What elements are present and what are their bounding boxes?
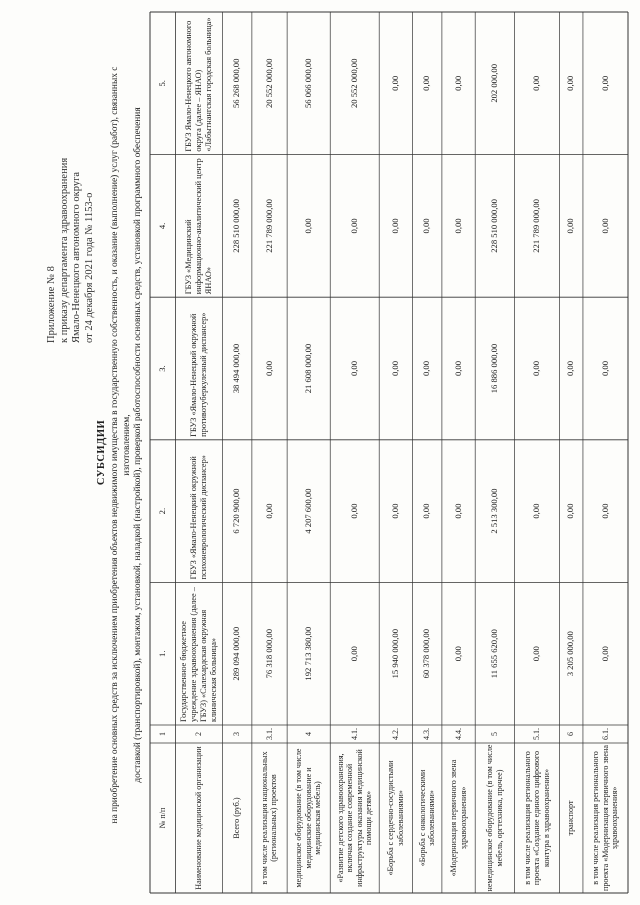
value-cell xyxy=(287,297,330,440)
value-cell-text: 0,00 xyxy=(263,361,274,377)
value-cell xyxy=(442,12,475,155)
value-cell-text: 0,00 xyxy=(348,646,359,662)
header-org xyxy=(175,743,222,893)
value-cell xyxy=(475,297,514,440)
header-project-primary xyxy=(442,743,475,893)
value-cell-text: 2 513 300,00 xyxy=(488,488,499,534)
column-number xyxy=(287,725,330,743)
row-number-text: 5. xyxy=(156,80,167,87)
value-cell xyxy=(583,12,628,155)
org-name-cell xyxy=(175,12,222,155)
header-med-equip-text: медицинское оборудование (в том числе медицинские оборудование и медицинская мебель) xyxy=(294,748,323,888)
header-transport-text: транспорт xyxy=(566,800,576,836)
value-cell xyxy=(475,12,514,155)
column-number-text: 3.1. xyxy=(264,728,274,740)
column-number xyxy=(175,725,222,743)
value-cell-text: 0,00 xyxy=(452,503,463,519)
value-cell xyxy=(475,155,514,298)
header-project-child xyxy=(330,743,379,893)
org-name-cell xyxy=(175,297,222,440)
appendix-line: к приказу департамента здравоохранения xyxy=(58,157,70,343)
column-number-text: 4.4. xyxy=(453,728,463,740)
column-number-text: 3 xyxy=(232,732,242,736)
row-number xyxy=(150,582,175,725)
value-cell-text: 0,00 xyxy=(263,503,274,519)
value-cell xyxy=(252,297,287,440)
value-cell xyxy=(514,582,559,725)
value-cell-text: 0,00 xyxy=(390,503,401,519)
value-cell-text: 228 510 000,00 xyxy=(231,199,242,253)
value-cell-text: 0,00 xyxy=(390,361,401,377)
subtitle-line: на приобретение основных средств за исключением приобретения объектов недвижимого имущества в государственную собственность, и оказание (выполнение) услуг (работ), связанных с изготовлением, xyxy=(110,66,132,824)
value-cell xyxy=(442,440,475,583)
value-cell xyxy=(475,440,514,583)
value-cell-text: 0,00 xyxy=(531,75,542,91)
value-cell-text: 0,00 xyxy=(531,361,542,377)
value-cell-text: 0,00 xyxy=(599,75,610,91)
org-name-cell-text: Государственное бюджетное учреждение здравоохранения (далее – ГБУЗ) «Салехардская окружная клиническая больница» xyxy=(179,587,218,722)
value-cell-text: 202 000,00 xyxy=(488,63,499,103)
header-total-natl-text: в том числе реализация национальных (региональных) проектов xyxy=(259,751,279,885)
column-number-text: 4.2. xyxy=(391,728,401,740)
value-cell xyxy=(252,12,287,155)
org-name-cell-text: ГБУЗ Ямало-Ненецкого автономного округа (далее – ЯНАО) «Лабытнангская городская больница» xyxy=(184,17,213,152)
appendix-line: от 24 декабря 2021 года № 1153-о xyxy=(83,192,95,343)
value-cell-text: 0,00 xyxy=(390,218,401,234)
value-cell xyxy=(559,582,583,725)
value-cell xyxy=(252,582,287,725)
subtitle-line: доставкой (транспортировкой), монтажом, установкой, наладкой (настройкой), проверкой работоспособности основных средств, установкой программного обеспечения xyxy=(133,107,143,783)
header-project-onco xyxy=(413,743,442,893)
header-transport-primary-text: в том числе реализация регионального проекта «Модернизация первичного звена здравоохранения» xyxy=(591,745,620,891)
value-cell-text: 0,00 xyxy=(452,361,463,377)
row-number-text: 4. xyxy=(156,222,167,230)
value-cell xyxy=(583,440,628,583)
column-number-text: 4.3. xyxy=(422,728,432,740)
header-total-text: Всего (руб.) xyxy=(232,797,242,839)
header-project-cardio xyxy=(379,743,412,893)
value-cell xyxy=(413,155,442,298)
value-cell xyxy=(514,297,559,440)
value-cell-text: 0,00 xyxy=(302,218,313,234)
value-cell-text: 11 655 620,00 xyxy=(488,629,499,679)
header-project-cardio-text: «Борьба с сердечно-сосудистыми заболеваниями» xyxy=(386,760,405,876)
org-name-cell xyxy=(175,440,222,583)
column-number xyxy=(252,725,287,743)
column-number xyxy=(330,725,379,743)
value-cell xyxy=(442,582,475,725)
header-transport-primary xyxy=(583,743,628,893)
value-cell-text: 21 608 000,00 xyxy=(302,343,313,394)
value-cell-text: 289 094 000,00 xyxy=(231,626,242,681)
column-number xyxy=(475,725,514,743)
org-name-cell-text: ГБУЗ «Медицинский информационно-аналитический центр ЯНАО» xyxy=(184,158,213,295)
value-cell xyxy=(475,582,514,725)
value-cell xyxy=(330,12,379,155)
value-cell xyxy=(559,297,583,440)
value-cell-text: 0,00 xyxy=(348,503,359,519)
value-cell-text: 0,00 xyxy=(531,646,542,662)
column-number xyxy=(222,725,251,743)
value-cell-text: 221 789 000,00 xyxy=(531,199,542,253)
value-cell xyxy=(379,582,412,725)
value-cell xyxy=(514,155,559,298)
row-number xyxy=(150,155,175,298)
value-cell xyxy=(514,440,559,583)
column-number-text: 6 xyxy=(566,732,576,736)
column-number xyxy=(442,725,475,743)
value-cell xyxy=(379,155,412,298)
value-cell xyxy=(413,297,442,440)
value-cell xyxy=(413,12,442,155)
value-cell xyxy=(330,440,379,583)
value-cell xyxy=(559,12,583,155)
row-number-text: 3. xyxy=(156,365,167,372)
value-cell xyxy=(379,440,412,583)
row-number xyxy=(150,297,175,440)
value-cell-text: 0,00 xyxy=(599,503,610,519)
column-number-text: 4.1. xyxy=(349,728,359,740)
value-cell xyxy=(252,440,287,583)
column-number xyxy=(559,725,583,743)
value-cell-text: 56 066 000,00 xyxy=(302,58,313,109)
value-cell xyxy=(442,297,475,440)
value-cell-text: 0,00 xyxy=(421,75,432,91)
header-total-natl xyxy=(252,743,287,893)
header-project-onco-text: «Борьба с онкологическими заболеваниями» xyxy=(417,769,437,867)
value-cell-text: 221 789 000,00 xyxy=(263,199,274,253)
value-cell xyxy=(222,155,251,298)
value-cell xyxy=(287,440,330,583)
row-number-text: 1. xyxy=(156,650,167,657)
value-cell xyxy=(379,297,412,440)
column-number xyxy=(379,725,412,743)
value-cell-text: 192 713 380,00 xyxy=(302,626,313,681)
value-cell xyxy=(330,582,379,725)
header-total xyxy=(222,743,251,893)
header-med-equip xyxy=(287,743,330,893)
value-cell xyxy=(222,582,251,725)
value-cell-text: 16 886 000,00 xyxy=(488,343,499,394)
header-project-primary-text: «Модернизация первичного звена здравоохранения» xyxy=(448,759,468,877)
org-name-cell-text: ГБУЗ «Ямало-Ненецкий окружной противотуберкулезный диспансер» xyxy=(189,312,208,437)
value-cell-text: 0,00 xyxy=(452,75,463,91)
value-cell-text: 0,00 xyxy=(565,503,576,519)
value-cell xyxy=(287,582,330,725)
document-title: СУБСИДИИ xyxy=(96,419,107,486)
value-cell xyxy=(330,297,379,440)
value-cell-text: 15 940 000,00 xyxy=(390,629,401,679)
value-cell xyxy=(252,155,287,298)
value-cell-text: 0,00 xyxy=(452,646,463,662)
appendix-line: Приложение № 8 xyxy=(46,266,57,343)
value-cell-text: 6 720 900,00 xyxy=(231,488,242,534)
value-cell-text: 60 378 000,00 xyxy=(421,629,432,679)
header-digital-circuit-text: в том числе реализация регионального проекта «Создание единого цифрового контура в здравоохранении» xyxy=(522,750,551,886)
column-number xyxy=(150,725,175,743)
value-cell-text: 0,00 xyxy=(599,361,610,377)
value-cell-text: 0,00 xyxy=(452,218,463,234)
row-number xyxy=(150,12,175,155)
column-number xyxy=(583,725,628,743)
header-digital-circuit xyxy=(514,743,559,893)
value-cell xyxy=(559,155,583,298)
value-cell xyxy=(222,297,251,440)
value-cell-text: 0,00 xyxy=(599,646,610,662)
column-number xyxy=(413,725,442,743)
value-cell xyxy=(287,155,330,298)
value-cell xyxy=(413,582,442,725)
value-cell xyxy=(583,297,628,440)
column-number-text: 4 xyxy=(303,732,313,736)
header-transport xyxy=(559,743,583,893)
header-num-label-text: № п/п xyxy=(157,807,167,829)
value-cell-text: 20 552 000,00 xyxy=(348,58,359,109)
value-cell xyxy=(222,12,251,155)
column-number-text: 2 xyxy=(194,732,204,736)
value-cell xyxy=(413,440,442,583)
value-cell xyxy=(222,440,251,583)
value-cell-text: 0,00 xyxy=(348,218,359,234)
org-name-cell xyxy=(175,582,222,725)
value-cell-text: 0,00 xyxy=(565,361,576,377)
value-cell xyxy=(583,155,628,298)
column-number-text: 1 xyxy=(157,732,167,736)
value-cell xyxy=(330,155,379,298)
value-cell-text: 0,00 xyxy=(565,75,576,91)
column-number-text: 6.1. xyxy=(600,728,610,740)
header-num-label xyxy=(150,743,175,893)
value-cell-text: 0,00 xyxy=(599,218,610,234)
value-cell-text: 4 207 600,00 xyxy=(302,488,313,534)
value-cell xyxy=(559,440,583,583)
value-cell xyxy=(442,155,475,298)
value-cell-text: 3 205 000,00 xyxy=(565,631,576,677)
value-cell-text: 56 268 000,00 xyxy=(231,58,242,109)
value-cell-text: 228 510 000,00 xyxy=(488,199,499,253)
header-non-medical-text: немедицинское оборудование (в том числе мебель, оргтехника, прочее) xyxy=(485,744,504,892)
org-name-cell-text: ГБУЗ «Ямало-Ненецкий окружной психоневрологический диспансер» xyxy=(189,455,208,580)
value-cell-text: 0,00 xyxy=(348,361,359,377)
value-cell-text: 38 494 000,00 xyxy=(231,343,242,394)
header-project-child-text: «Развитие детского здравоохранения, включая создание современной инфраструктуры оказания медицинской помощи детям» xyxy=(335,749,374,887)
value-cell xyxy=(583,582,628,725)
row-number xyxy=(150,440,175,583)
appendix-line: Ямало-Ненецкого автономного округа xyxy=(71,171,82,343)
value-cell xyxy=(287,12,330,155)
header-non-medical xyxy=(475,743,514,893)
column-number-text: 5 xyxy=(489,732,499,736)
header-org-text: Наименование медицинской организации xyxy=(194,746,204,890)
value-cell-text: 0,00 xyxy=(390,75,401,91)
value-cell-text: 0,00 xyxy=(421,361,432,377)
value-cell-text: 0,00 xyxy=(565,218,576,234)
value-cell xyxy=(514,12,559,155)
value-cell-text: 0,00 xyxy=(531,503,542,519)
value-cell-text: 0,00 xyxy=(421,503,432,519)
org-name-cell xyxy=(175,155,222,298)
row-number-text: 2. xyxy=(156,507,167,515)
column-number xyxy=(514,725,559,743)
column-number-text: 5.1. xyxy=(532,728,542,740)
value-cell-text: 20 552 000,00 xyxy=(263,58,274,109)
value-cell-text: 76 318 000,00 xyxy=(263,629,274,679)
value-cell xyxy=(379,12,412,155)
value-cell-text: 0,00 xyxy=(421,218,432,234)
